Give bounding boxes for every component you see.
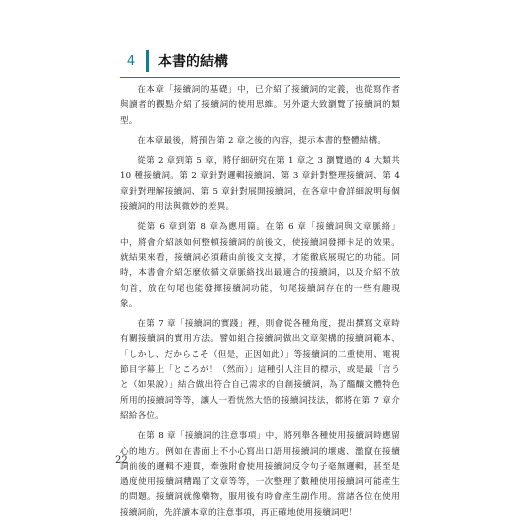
- paragraph-chapter-8: 在第 8 章「接續詞的注意事項」中，將列舉各種使用接續詞時應留心的地方。例如在書面上不小心寫出口語用接續詞的壞處、濫竄在接續詞前後的邏輯不連貫，牽強附會使用接續詞反令句子毫無邏輯，甚至是過度使用接續詞糟蹋了文章等等，一次整理了數種使用接續詞可能產生的問題。接續詞就像藥物，服用後有時會產生副作用。當諸各位在使用接續詞前，先詳讀本章的注意事項，再正確地使用接續詞吧！: [120, 431, 400, 518]
- paragraph-chapter-7: 在第 7 章「接續詞的實踐」裡，則會從各種角度，提出撰寫文章時有關接續詞的實用方法。譬如組合接續詞做出文章架構的接續詞範本、「しかし、だからこそ（但是，正因如此）」等接續詞的二重使用、電視節目字幕上「ところが！（然而）」這種引人注目的標示，或是最「言うと（如果說）」結合做出符合自己需求的自創接續詞，為了醞釀文體特色所用的接續詞等等，讓人一看恍然大悟的接續詞技法，都將在第 7 章介紹給各位。: [120, 319, 400, 421]
- page-number: 22: [115, 455, 128, 466]
- paragraph-chapter-6: 從第 6 章到第 8 章為應用篇。在第 6 章「接續詞與文章脈絡」中，將會介紹該如何整頓接續詞的前後文，使接續詞發揮卡足的效果。就結果來看，接續詞必須藉由前後文支撐，才能徹底展現它的功能。同時，本書會介紹怎麼依循文章脈絡找出最適合的接續詞，以及介紹不放句首，放在句尾也能發揮接續詞功能，句尾接續詞存在的一些有趣現象。: [120, 222, 400, 309]
- paragraph-intro: 在本章「接續詞的基礎」中，已介紹了接續詞的定義，也從寫作者與讀者的觀點介紹了接續詞的使用思維。另外還大致瀏覽了接續詞的類型。: [120, 85, 400, 126]
- section-title: 本書的結構: [158, 54, 228, 70]
- paragraph-chapters-2-5: 從第 2 章到第 5 章，將仔細研究在第 1 章之 3 瀏覽過的 4 大類共 10 種接續詞。第 2 章針對邏輯接續詞、第 3 章針對整理接續詞、第 4 章針對理解接續詞、第 5 章針對展開接續詞，在各章中會詳細說明每個接續詞的用法與微妙的差異。: [120, 156, 400, 213]
- heading-rule: [120, 77, 400, 78]
- paragraph-preview: 在本章最後，將預告第 2 章之後的內容，提示本書的整體結構。: [137, 135, 387, 146]
- section-heading: [120, 50, 400, 72]
- body-text: [120, 83, 400, 526]
- section-number: 4: [126, 53, 136, 69]
- heading-accent-bar: [146, 50, 149, 72]
